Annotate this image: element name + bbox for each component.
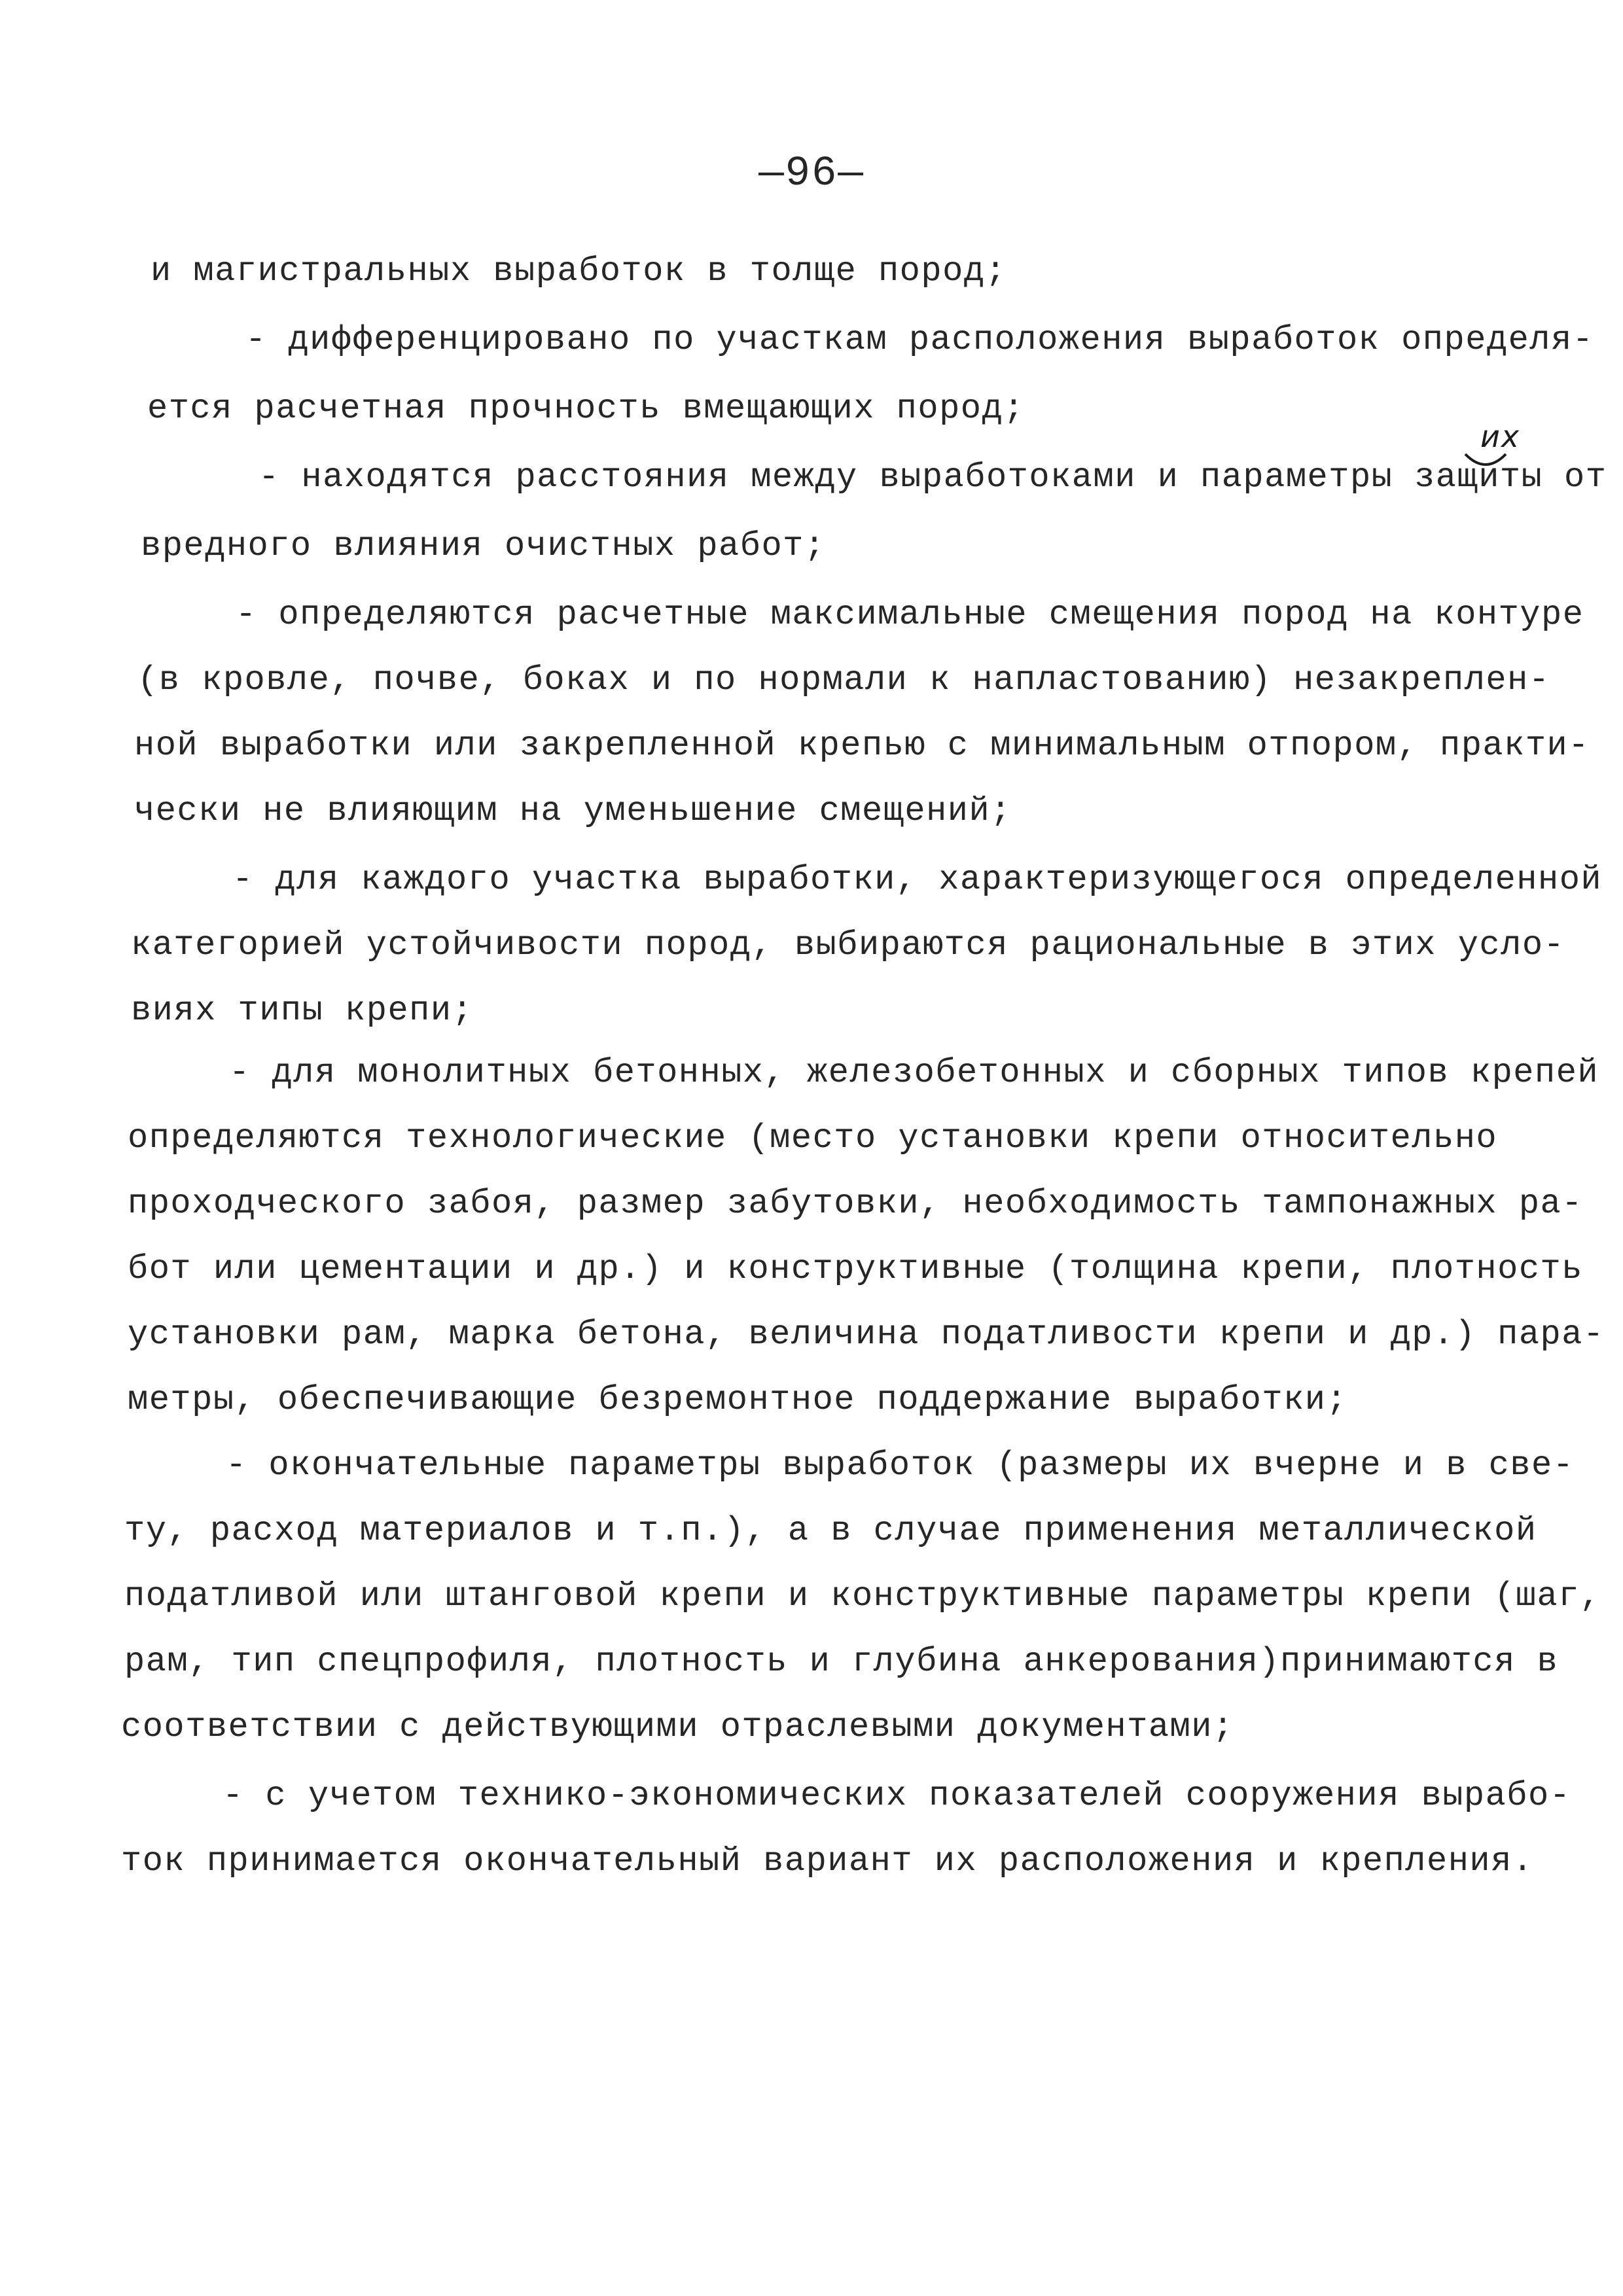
- text-line-25: ток принимается окончательный вариант их расположения и крепления.: [121, 1842, 1534, 1881]
- text-line-3: ется расчетная прочность вмещающих пород;: [147, 389, 1025, 428]
- text-line-6: - определяются расчетные максимальные смещения пород на контуре: [236, 595, 1584, 634]
- text-line-13: - для монолитных бетонных, железобетонных и сборных типов крепей: [229, 1053, 1599, 1092]
- text-line-17: установки рам, марка бетона, величина податливости крепи и др.) пара-: [128, 1315, 1605, 1354]
- text-line-24: - с учетом технико-экономических показателей сооружения вырабо-: [223, 1776, 1571, 1815]
- text-line-23: соответствии с действующими отраслевыми документами;: [121, 1708, 1234, 1746]
- text-line-19: - окончательные параметры выработок (размеры их вчерне и в све-: [226, 1446, 1575, 1485]
- text-line-10: - для каждого участка выработки, характеризующегося определенной: [232, 860, 1603, 899]
- text-line-12: виях типы крепи;: [131, 991, 474, 1030]
- insert-mark-text: их: [1480, 419, 1521, 454]
- text-line-11: категорией устойчивости пород, выбираются рациональные в этих усло-: [131, 926, 1565, 964]
- text-line-4: - находятся расстояния между выработоками и параметры защиты от: [259, 458, 1607, 497]
- text-line-1: и магистральных выработок в толще пород;: [151, 252, 1007, 291]
- text-line-22: рам, тип спецпрофиля, плотность и глубина анкерования)принимаются в: [124, 1642, 1559, 1681]
- text-line-16: бот или цементации и др.) и конструктивные (толщина крепи, плотность: [128, 1250, 1583, 1288]
- text-line-7: (в кровле, почве, боках и по нормали к напластованию) незакреплен-: [137, 661, 1550, 699]
- text-line-18: метры, обеспечивающие безремонтное поддержание выработки;: [128, 1381, 1348, 1419]
- text-line-14: определяются технологические (место установки крепи относительно: [128, 1119, 1498, 1157]
- text-line-15: проходческого забоя, размер забутовки, необходимость тампонажных ра-: [128, 1184, 1583, 1223]
- page-number: —96—: [758, 150, 865, 198]
- text-line-5: вредного влияния очистных работ;: [141, 527, 826, 565]
- text-line-9: чески не влияющим на уменьшение смещений;: [134, 792, 1012, 830]
- text-line-20: ту, расход материалов и т.п.), а в случае применения металлической: [124, 1511, 1537, 1550]
- text-line-2: - дифференцировано по участкам расположения выработок определя-: [245, 321, 1594, 359]
- text-line-21: податливой или штанговой крепи и конструктивные параметры крепи (шаг,: [124, 1577, 1601, 1616]
- text-line-8: ной выработки или закрепленной крепью с минимальным отпором, практи-: [134, 726, 1590, 765]
